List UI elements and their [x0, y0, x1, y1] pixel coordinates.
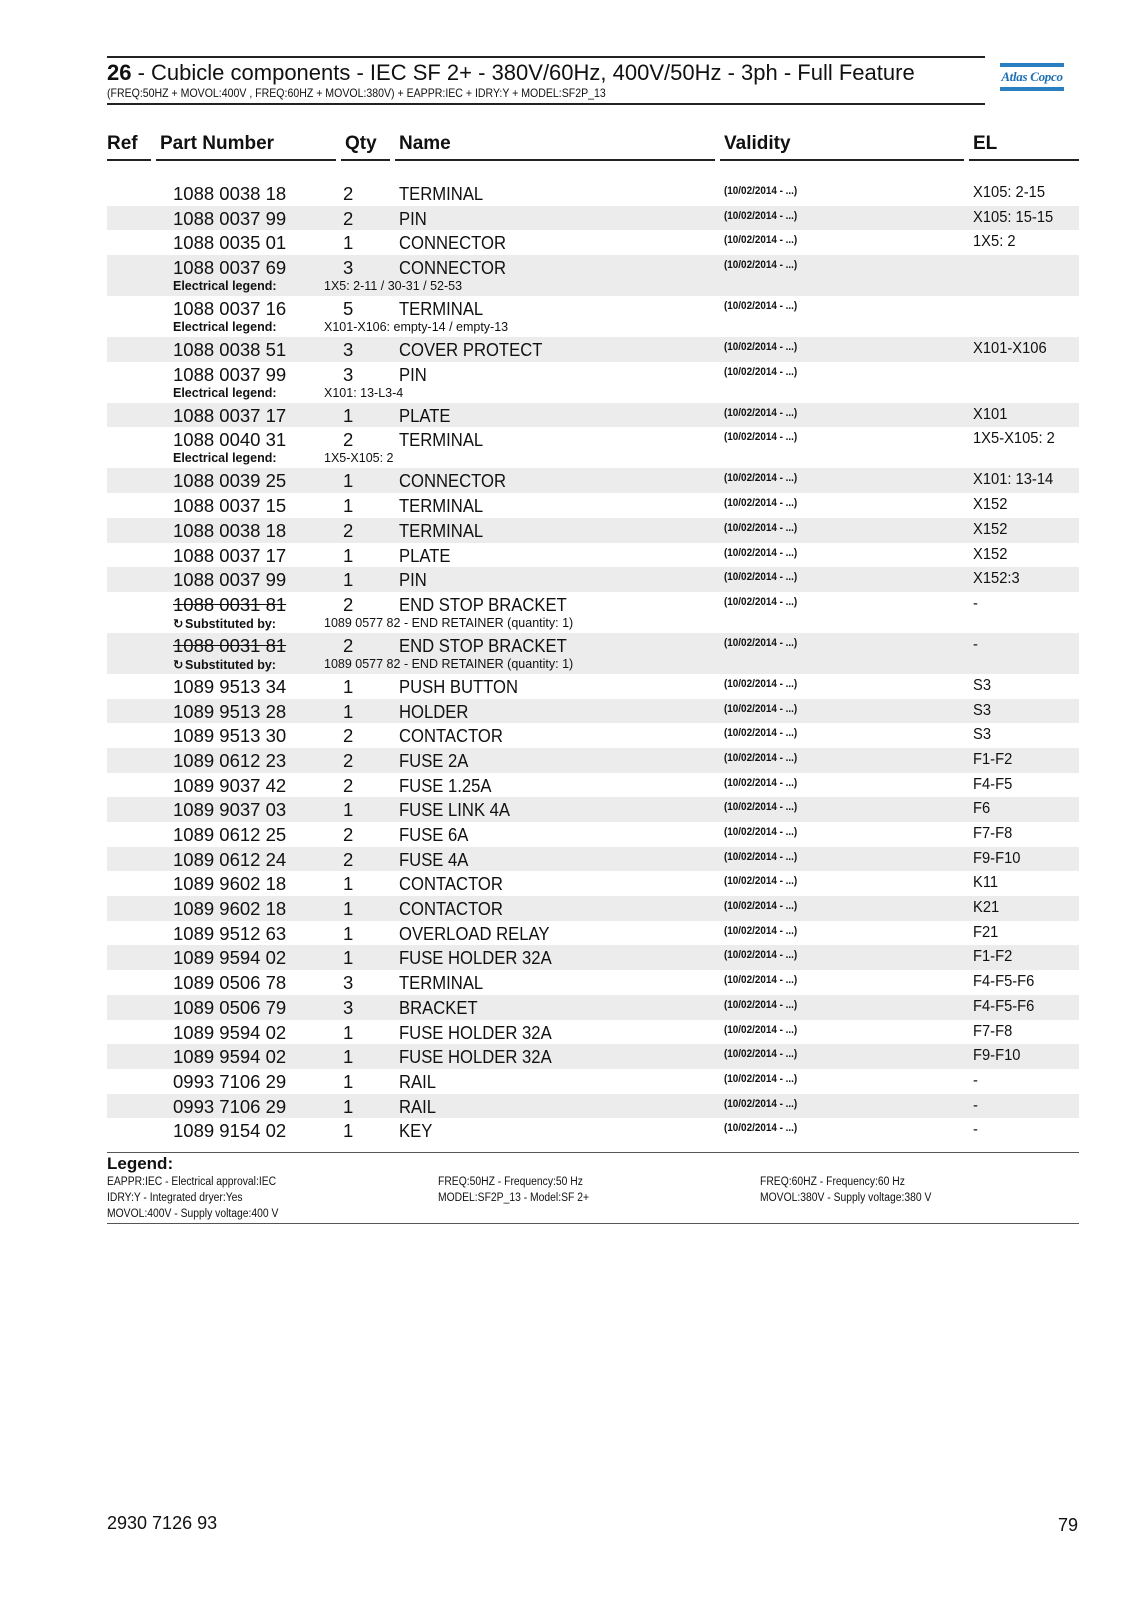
validity: (10/02/2014 - ...): [724, 234, 798, 247]
part-number: 1088 0037 15: [173, 495, 287, 517]
refresh-icon: ↻: [173, 616, 184, 631]
part-number: 1088 0035 01: [173, 232, 287, 254]
electrical-ref: S3: [973, 726, 992, 744]
quantity: 2: [343, 593, 354, 615]
part-number: 1089 9513 30: [173, 725, 287, 747]
quantity: 3: [343, 972, 354, 994]
validity: (10/02/2014 - ...): [724, 259, 798, 272]
validity: (10/02/2014 - ...): [724, 776, 798, 789]
electrical-ref: X152: [973, 520, 1008, 538]
table-row: [107, 255, 1079, 296]
table-row: [107, 945, 1079, 970]
table-row: [107, 633, 1079, 674]
electrical-ref: -: [973, 635, 978, 653]
part-name: PIN: [399, 363, 427, 385]
validity: (10/02/2014 - ...): [724, 497, 798, 510]
table-row: [107, 699, 1079, 724]
electrical-ref: F9-F10: [973, 849, 1021, 867]
sub-label-text: Substituted by:: [185, 616, 276, 631]
page-number: 79: [1057, 1515, 1078, 1535]
validity: (10/02/2014 - ...): [724, 751, 798, 764]
electrical-ref: 1X5-X105: 2: [973, 430, 1055, 448]
legend-item: MOVOL:400V - Supply voltage:400 V: [107, 1208, 279, 1220]
quantity: 1: [343, 1070, 354, 1092]
quantity: 1: [343, 799, 354, 821]
validity: (10/02/2014 - ...): [724, 1097, 798, 1110]
part-name: TERMINAL: [399, 495, 484, 517]
table-row: [107, 674, 1079, 699]
part-name: TERMINAL: [399, 183, 484, 204]
validity: (10/02/2014 - ...): [724, 1023, 798, 1036]
quantity: 2: [343, 519, 354, 541]
part-number: 1088 0031 81: [173, 593, 287, 615]
part-number: 1089 0612 24: [173, 848, 287, 870]
part-name: TERMINAL: [399, 298, 484, 320]
electrical-legend-value: 1X5-X105: 2: [324, 451, 394, 466]
validity: (10/02/2014 - ...): [724, 702, 798, 715]
logo-band-bottom: [1000, 87, 1064, 91]
electrical-legend-value: X101: 13-L3-4: [324, 385, 404, 400]
quantity: 3: [343, 996, 354, 1018]
part-name: RAIL: [399, 1070, 437, 1092]
quantity: 5: [343, 298, 354, 320]
quantity: 1: [343, 947, 354, 969]
quantity: 2: [343, 634, 354, 656]
part-number: 0993 7106 29: [173, 1070, 287, 1092]
table-row: [107, 1118, 1079, 1143]
part-number: 1089 9154 02: [173, 1120, 287, 1142]
validity: (10/02/2014 - ...): [724, 546, 798, 559]
validity: (10/02/2014 - ...): [724, 949, 798, 962]
validity: (10/02/2014 - ...): [724, 1048, 798, 1061]
part-number: 1088 0038 18: [173, 519, 287, 541]
part-name: CONTACTOR: [399, 873, 503, 895]
table-row: [107, 543, 1079, 568]
electrical-ref: F1-F2: [973, 948, 1013, 966]
electrical-ref: F4-F5-F6: [973, 973, 1035, 991]
validity: (10/02/2014 - ...): [724, 300, 798, 313]
table-row: [107, 1094, 1079, 1119]
validity: (10/02/2014 - ...): [724, 472, 798, 485]
quantity: 2: [343, 183, 354, 204]
table-row: [107, 567, 1079, 592]
table-row: [107, 921, 1079, 946]
logo-text: Atlas Copco: [1001, 69, 1063, 84]
quantity: 1: [343, 544, 354, 566]
legend-item: FREQ:50HZ - Frequency:50 Hz: [438, 1176, 583, 1188]
validity: (10/02/2014 - ...): [724, 406, 798, 419]
electrical-legend-label: [173, 279, 277, 293]
validity: (10/02/2014 - ...): [724, 521, 798, 534]
page-title: [107, 60, 985, 86]
substitute-part: 1089 0577 82 - END RETAINER (quantity: 1): [324, 656, 574, 671]
validity: (10/02/2014 - ...): [724, 727, 798, 740]
part-name: CONNECTOR: [399, 232, 507, 254]
table-row: [107, 427, 1079, 468]
part-number: 1089 9037 03: [173, 799, 287, 821]
table-row: [107, 896, 1079, 921]
validity: (10/02/2014 - ...): [724, 677, 798, 690]
quantity: 1: [343, 1095, 354, 1117]
quantity: 3: [343, 339, 354, 361]
table-row: [107, 797, 1079, 822]
electrical-ref: -: [973, 594, 978, 612]
part-number: 1089 9594 02: [173, 1046, 287, 1068]
table-row: [107, 296, 1079, 337]
electrical-ref: K11: [973, 874, 999, 892]
electrical-ref: X152:3: [973, 570, 1020, 588]
validity: (10/02/2014 - ...): [724, 365, 798, 378]
part-name: CONTACTOR: [399, 898, 503, 920]
electrical-legend-value: 1X5: 2-11 / 30-31 / 52-53: [324, 279, 463, 294]
part-number: 1088 0037 16: [173, 298, 287, 320]
table-row: [107, 871, 1079, 896]
table-row: [107, 970, 1079, 995]
quantity: 3: [343, 257, 354, 279]
part-number: 1088 0039 25: [173, 470, 287, 492]
quantity: 1: [343, 232, 354, 254]
part-name: PIN: [399, 569, 427, 591]
legend-bottom-rule: [107, 1223, 1079, 1224]
quantity: 2: [343, 774, 354, 796]
validity: (10/02/2014 - ...): [724, 209, 798, 222]
header-bottom-rule: [107, 103, 985, 105]
part-name: KEY: [399, 1120, 433, 1142]
validity: (10/02/2014 - ...): [724, 826, 798, 838]
legend-title: Legend:: [107, 1154, 174, 1173]
electrical-ref: F9-F10: [973, 1047, 1021, 1065]
part-name: CONNECTOR: [399, 257, 507, 279]
legend-item: IDRY:Y - Integrated dryer:Yes: [107, 1192, 243, 1204]
sub-label-text: Electrical legend:: [173, 279, 277, 294]
validity: (10/02/2014 - ...): [724, 801, 798, 814]
part-number: 1088 0038 51: [173, 339, 287, 361]
part-name: TERMINAL: [399, 429, 484, 451]
refresh-icon: ↻: [173, 657, 184, 672]
electrical-ref: S3: [973, 701, 992, 719]
electrical-ref: X101-X106: [973, 340, 1047, 358]
part-name: PLATE: [399, 544, 451, 566]
electrical-legend-label: [173, 320, 277, 334]
electrical-ref: X152: [973, 545, 1008, 563]
col-ref: Ref: [107, 133, 138, 154]
part-number: 0993 7106 29: [173, 1095, 287, 1117]
electrical-ref: -: [973, 1071, 978, 1089]
quantity: 1: [343, 675, 354, 697]
col-qty: Qty: [345, 133, 377, 154]
part-number: 1089 9513 28: [173, 700, 287, 722]
table-row: [107, 592, 1079, 633]
validity: (10/02/2014 - ...): [724, 875, 798, 888]
part-name: PLATE: [399, 404, 451, 426]
col-el: EL: [973, 133, 998, 154]
quantity: 1: [343, 700, 354, 722]
atlas-copco-logo: [1000, 63, 1064, 93]
part-number: 1088 0040 31: [173, 429, 287, 451]
table-row: [107, 723, 1079, 748]
quantity: 1: [343, 470, 354, 492]
part-name: FUSE 6A: [399, 824, 469, 845]
part-number: 1089 0506 78: [173, 972, 287, 994]
quantity: 1: [343, 569, 354, 591]
electrical-ref: F7-F8: [973, 1022, 1013, 1040]
part-name: END STOP BRACKET: [399, 593, 567, 615]
table-row: [107, 1020, 1079, 1045]
table-row: [107, 1069, 1079, 1094]
header-top-rule: [107, 56, 985, 58]
part-name: BRACKET: [399, 996, 478, 1018]
section-title: - Cubicle components - IEC SF 2+ - 380V/60Hz, 400V/50Hz - 3ph - Full Feature: [131, 60, 915, 85]
table-row: [107, 995, 1079, 1020]
legend-item: FREQ:60HZ - Frequency:60 Hz: [760, 1176, 905, 1188]
part-number: 1089 9602 18: [173, 873, 287, 895]
electrical-ref: F1-F2: [973, 750, 1013, 768]
part-name: HOLDER: [399, 700, 469, 722]
part-number: 1089 0612 25: [173, 824, 287, 845]
validity: (10/02/2014 - ...): [724, 900, 798, 913]
table-row: [107, 748, 1079, 773]
quantity: 2: [343, 749, 354, 771]
part-name: FUSE HOLDER 32A: [399, 1021, 552, 1043]
part-name: FUSE HOLDER 32A: [399, 947, 552, 969]
part-name: FUSE 1.25A: [399, 774, 492, 796]
part-name: CONNECTOR: [399, 470, 507, 492]
legend-top-rule: [107, 1152, 1079, 1153]
electrical-ref: X105: 2-15: [973, 184, 1046, 201]
validity: (10/02/2014 - ...): [724, 998, 798, 1011]
electrical-ref: S3: [973, 676, 992, 694]
sub-label-text: Electrical legend:: [173, 320, 277, 335]
col-name: Name: [399, 133, 451, 154]
part-name: CONTACTOR: [399, 725, 503, 747]
document-number: 2930 7126 93: [107, 1513, 218, 1533]
table-row: [107, 1044, 1079, 1069]
col-validity: Validity: [724, 133, 791, 154]
part-number: 1088 0031 81: [173, 634, 287, 656]
part-number: 1088 0037 17: [173, 544, 287, 566]
part-number: 1088 0037 99: [173, 207, 287, 229]
table-row: [107, 822, 1079, 847]
part-number: 1088 0037 99: [173, 569, 287, 591]
quantity: 1: [343, 1120, 354, 1142]
quantity: 1: [343, 873, 354, 895]
quantity: 1: [343, 1046, 354, 1068]
part-number: 1089 9513 34: [173, 675, 287, 697]
part-name: COVER PROTECT: [399, 339, 543, 361]
quantity: 1: [343, 495, 354, 517]
table-row: [107, 518, 1079, 543]
validity: (10/02/2014 - ...): [724, 185, 798, 197]
table-row: [107, 468, 1079, 493]
quantity: 2: [343, 207, 354, 229]
table-header: [107, 131, 1079, 161]
table-row: [107, 403, 1079, 428]
table-row: [107, 181, 1079, 206]
electrical-ref: X105: 15-15: [973, 208, 1054, 226]
electrical-ref: F4-F5-F6: [973, 997, 1035, 1015]
sub-label-text: Electrical legend:: [173, 385, 277, 400]
quantity: 2: [343, 725, 354, 747]
section-number: 26: [107, 60, 132, 85]
parts-table: [107, 181, 1079, 1143]
part-number: 1088 0037 99: [173, 363, 287, 385]
validity: (10/02/2014 - ...): [724, 924, 798, 937]
validity: (10/02/2014 - ...): [724, 1072, 798, 1085]
part-number: 1089 9594 02: [173, 947, 287, 969]
electrical-ref: X101: [973, 405, 1008, 423]
validity: (10/02/2014 - ...): [724, 431, 798, 444]
electrical-ref: F21: [973, 923, 999, 941]
part-name: FUSE LINK 4A: [399, 799, 511, 821]
table-row: [107, 493, 1079, 518]
part-name: TERMINAL: [399, 519, 484, 541]
electrical-ref: X101: 13-14: [973, 471, 1054, 489]
table-row: [107, 847, 1079, 872]
part-number: 1088 0037 69: [173, 257, 287, 279]
part-number: 1088 0037 17: [173, 404, 287, 426]
electrical-ref: -: [973, 1096, 978, 1114]
table-row: [107, 206, 1079, 231]
part-number: 1089 0506 79: [173, 996, 287, 1018]
part-name: FUSE 4A: [399, 848, 469, 870]
validity: (10/02/2014 - ...): [724, 636, 798, 649]
table-row: [107, 230, 1079, 255]
page-header: [107, 56, 985, 105]
validity: (10/02/2014 - ...): [724, 1122, 798, 1135]
part-number: 1089 9594 02: [173, 1021, 287, 1043]
sub-label-text: Electrical legend:: [173, 451, 277, 466]
part-name: END STOP BRACKET: [399, 634, 567, 656]
electrical-ref: F6: [973, 800, 991, 818]
part-name: TERMINAL: [399, 972, 484, 994]
part-number: 1089 9512 63: [173, 922, 287, 944]
substituted-by-label: [173, 657, 276, 672]
validity: (10/02/2014 - ...): [724, 595, 798, 608]
validity: (10/02/2014 - ...): [724, 974, 798, 987]
quantity: 2: [343, 824, 354, 845]
electrical-ref: K21: [973, 899, 1000, 917]
substituted-by-label: [173, 616, 276, 631]
electrical-legend-value: X101-X106: empty-14 / empty-13: [324, 320, 509, 335]
quantity: 1: [343, 1021, 354, 1043]
part-name: FUSE HOLDER 32A: [399, 1046, 552, 1068]
part-name: RAIL: [399, 1095, 437, 1117]
page-subtitle: (FREQ:50HZ + MOVOL:400V , FREQ:60HZ + MOVOL:380V) + EAPPR:IEC + IDRY:Y + MODEL:SF2P_13: [107, 86, 606, 100]
legend-item: EAPPR:IEC - Electrical approval:IEC: [107, 1176, 277, 1188]
quantity: 2: [343, 848, 354, 870]
part-number: 1089 9037 42: [173, 774, 287, 796]
electrical-ref: X152: [973, 496, 1008, 514]
substitute-part: 1089 0577 82 - END RETAINER (quantity: 1): [324, 615, 574, 630]
part-name: OVERLOAD RELAY: [399, 922, 550, 944]
table-row: [107, 362, 1079, 403]
quantity: 1: [343, 922, 354, 944]
validity: (10/02/2014 - ...): [724, 850, 798, 863]
part-name: PUSH BUTTON: [399, 675, 519, 697]
part-name: FUSE 2A: [399, 749, 469, 771]
part-number: 1088 0038 18: [173, 183, 287, 204]
quantity: 2: [343, 429, 354, 451]
table-row: [107, 773, 1079, 798]
electrical-ref: F4-F5: [973, 775, 1013, 793]
validity: (10/02/2014 - ...): [724, 341, 798, 354]
legend-item: MOVOL:380V - Supply voltage:380 V: [760, 1192, 932, 1204]
part-name: PIN: [399, 207, 427, 229]
electrical-ref: 1X5: 2: [973, 233, 1016, 251]
electrical-legend-label: [173, 451, 277, 465]
table-row: [107, 337, 1079, 362]
part-number: 1089 9602 18: [173, 898, 287, 920]
quantity: 1: [343, 898, 354, 920]
part-number: 1089 0612 23: [173, 749, 287, 771]
legend-item: MODEL:SF2P_13 - Model:SF 2+: [438, 1192, 590, 1204]
electrical-ref: -: [973, 1121, 978, 1139]
validity: (10/02/2014 - ...): [724, 571, 798, 584]
electrical-legend-label: [173, 386, 277, 400]
quantity: 1: [343, 404, 354, 426]
quantity: 3: [343, 363, 354, 385]
electrical-ref: F7-F8: [973, 825, 1013, 842]
col-part-number: Part Number: [160, 133, 275, 154]
sub-label-text: Substituted by:: [185, 657, 276, 672]
